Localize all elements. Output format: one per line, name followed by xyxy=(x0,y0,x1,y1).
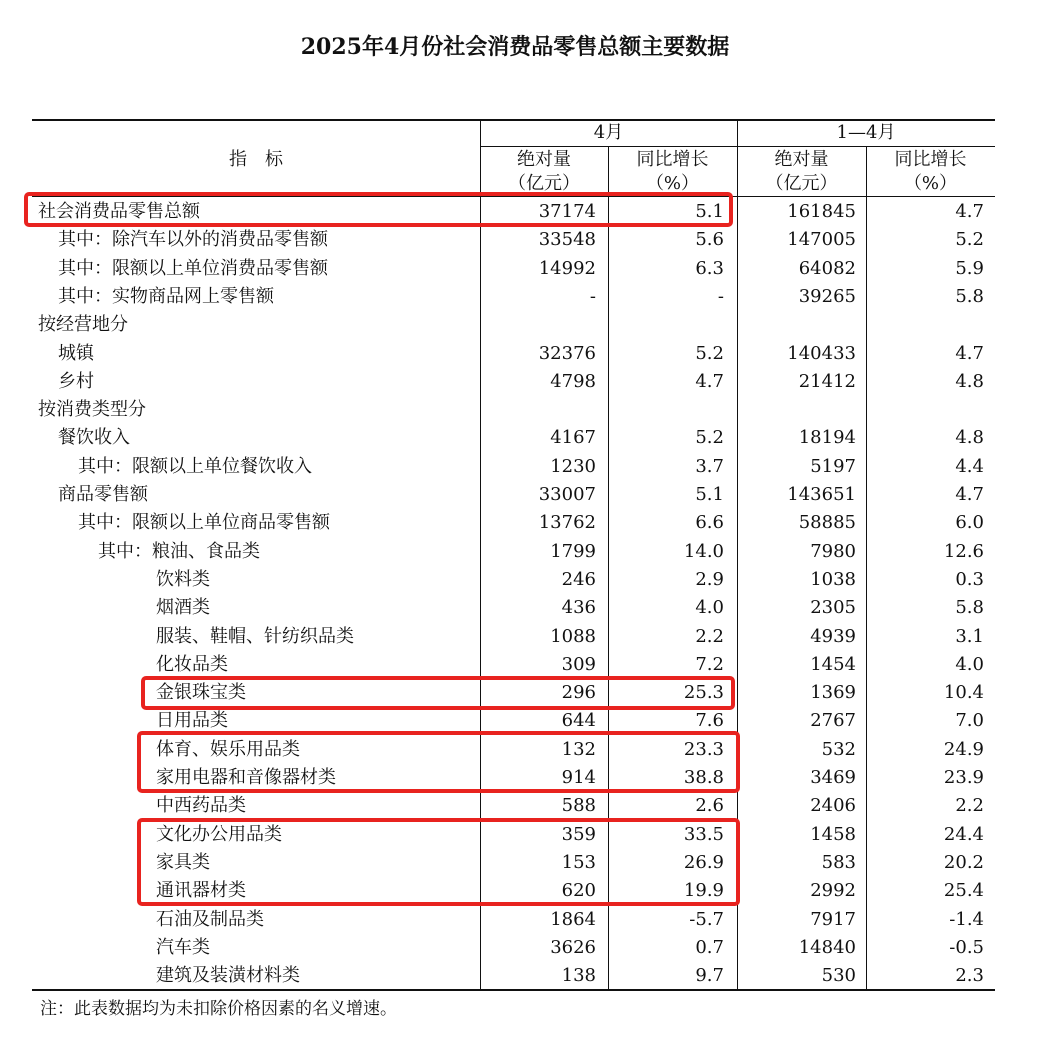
row-value-1: 1088 xyxy=(550,625,596,647)
row-value-2: 38.8 xyxy=(683,767,724,788)
period-jan-apr-header: 1—4月 xyxy=(836,122,896,143)
row-label: 石油及制品类 xyxy=(156,908,264,930)
row-value-1: 359 xyxy=(561,823,596,845)
row-label: 建筑及装潢材料类 xyxy=(156,965,300,987)
row-value-2: 9.7 xyxy=(695,965,724,987)
row-label: 金银珠宝类 xyxy=(156,682,246,704)
row-value-2: 23.3 xyxy=(683,738,724,760)
row-value-3: 1038 xyxy=(810,568,856,590)
row-value-3: 3469 xyxy=(810,767,856,788)
table-row xyxy=(32,538,994,566)
row-value-1: 588 xyxy=(561,795,596,817)
row-value-4: 5.8 xyxy=(955,285,984,307)
row-value-4: 6.0 xyxy=(955,512,984,534)
row-value-1: 14992 xyxy=(538,257,596,279)
row-label: 饮料类 xyxy=(156,568,210,590)
row-label: 通讯器材类 xyxy=(156,880,246,902)
row-value-2: 5.1 xyxy=(695,484,724,505)
row-value-2: 2.2 xyxy=(695,625,724,647)
yoy-label: 同比增长 xyxy=(636,149,709,170)
row-label: 其中：实物商品网上零售额 xyxy=(58,285,274,307)
row-value-1: 33007 xyxy=(538,484,596,505)
yoy-unit: （%） xyxy=(645,173,700,194)
row-value-1: 153 xyxy=(561,851,596,873)
row-value-2: 19.9 xyxy=(683,880,724,902)
table-row xyxy=(32,481,994,509)
yoy-header xyxy=(608,148,737,196)
row-value-4: 4.7 xyxy=(955,201,984,222)
row-label: 日用品类 xyxy=(156,710,228,732)
row-value-1: 33548 xyxy=(538,229,596,251)
row-value-2: 3.7 xyxy=(695,455,724,477)
table-row xyxy=(32,566,994,594)
row-value-3: 583 xyxy=(821,851,856,873)
row-label: 汽车类 xyxy=(156,936,210,958)
row-value-3: 7980 xyxy=(810,540,856,562)
row-value-3: 2992 xyxy=(810,880,856,902)
row-value-3: 530 xyxy=(821,965,856,987)
row-value-4: -1.4 xyxy=(949,908,984,930)
row-label: 体育、娱乐用品类 xyxy=(156,738,300,760)
row-value-1: 4167 xyxy=(550,427,596,449)
row-value-2: 33.5 xyxy=(683,823,724,845)
table-row xyxy=(32,934,994,962)
row-value-3: 1458 xyxy=(810,823,856,845)
row-value-1: 620 xyxy=(561,880,596,902)
row-value-2: 4.7 xyxy=(695,370,724,392)
row-value-4: 3.1 xyxy=(955,625,984,647)
row-value-2: 7.6 xyxy=(695,710,724,732)
indicator-header: 指 标 xyxy=(229,149,283,170)
yoy-unit: （%） xyxy=(903,173,958,194)
row-value-1: - xyxy=(589,285,596,307)
abs-header xyxy=(737,148,866,196)
row-label: 烟酒类 xyxy=(156,597,210,619)
row-value-2: 5.6 xyxy=(695,229,724,251)
highlight-box xyxy=(141,676,735,710)
row-value-4: 4.7 xyxy=(955,484,984,505)
row-value-2: 26.9 xyxy=(683,851,724,873)
table-row xyxy=(32,396,994,424)
row-value-1: 246 xyxy=(561,568,596,590)
row-value-3: 147005 xyxy=(787,229,856,251)
row-label: 其中：粮油、食品类 xyxy=(98,540,260,562)
row-value-1: 296 xyxy=(561,682,596,704)
table-row xyxy=(32,424,994,452)
row-value-4: 0.3 xyxy=(955,568,984,590)
row-value-3: 143651 xyxy=(787,484,856,505)
row-value-2: 6.3 xyxy=(695,257,724,279)
row-value-4: 4.4 xyxy=(955,455,984,477)
abs-label: 绝对量 xyxy=(517,149,571,170)
row-value-1: 309 xyxy=(561,653,596,675)
row-value-4: 4.8 xyxy=(955,370,984,392)
row-value-1: 32376 xyxy=(538,342,596,364)
row-value-4: 7.0 xyxy=(955,710,984,732)
yoy-header xyxy=(866,148,995,196)
abs-unit: （亿元） xyxy=(765,173,838,194)
row-label: 文化办公用品类 xyxy=(156,823,282,845)
row-value-3: 58885 xyxy=(798,512,856,534)
abs-unit: （亿元） xyxy=(508,173,580,194)
row-value-4: 25.4 xyxy=(943,880,984,902)
row-value-2: 0.7 xyxy=(695,936,724,958)
row-value-3: 1454 xyxy=(810,653,856,675)
page-title: 2025年4月份社会消费品零售总额主要数据 xyxy=(300,34,730,60)
row-value-3: 1369 xyxy=(810,682,856,704)
row-value-1: 644 xyxy=(561,710,596,732)
row-value-1: 1230 xyxy=(550,455,596,477)
row-value-4: 2.3 xyxy=(955,965,984,987)
row-value-2: - xyxy=(717,285,724,307)
row-value-3: 4939 xyxy=(810,625,856,647)
row-value-1: 37174 xyxy=(538,201,596,222)
table-row xyxy=(32,453,994,481)
row-value-1: 3626 xyxy=(550,936,596,958)
row-value-2: 5.2 xyxy=(695,427,724,449)
row-value-2: 25.3 xyxy=(683,682,724,704)
row-value-4: 5.9 xyxy=(955,257,984,279)
row-value-3: 161845 xyxy=(787,201,856,222)
row-label: 服装、鞋帽、针纺织品类 xyxy=(156,625,354,647)
row-label: 按消费类型分 xyxy=(38,399,146,421)
row-value-2: 14.0 xyxy=(683,540,724,562)
row-value-2: 7.2 xyxy=(695,653,724,675)
abs-header xyxy=(480,148,608,196)
row-value-4: 4.0 xyxy=(955,653,984,675)
row-label: 其中：除汽车以外的消费品零售额 xyxy=(58,229,328,251)
row-label: 商品零售额 xyxy=(58,484,148,505)
row-value-1: 914 xyxy=(561,767,596,788)
yoy-label: 同比增长 xyxy=(894,149,967,170)
row-value-4: 2.2 xyxy=(955,795,984,817)
row-value-3: 2406 xyxy=(810,795,856,817)
row-value-4: 4.7 xyxy=(955,342,984,364)
table-row xyxy=(32,340,994,368)
table-row xyxy=(32,651,994,679)
row-value-4: 12.6 xyxy=(943,540,984,562)
row-value-1: 138 xyxy=(561,965,596,987)
row-value-3: 39265 xyxy=(798,285,856,307)
row-value-4: 10.4 xyxy=(943,682,984,704)
row-value-3: 2767 xyxy=(810,710,856,732)
row-label: 城镇 xyxy=(58,342,94,364)
highlight-box xyxy=(137,818,740,906)
table-row xyxy=(32,283,994,311)
row-label: 家用电器和音像器材类 xyxy=(156,767,336,788)
table-row xyxy=(32,509,994,537)
row-label: 社会消费品零售总额 xyxy=(38,201,200,222)
row-value-3: 64082 xyxy=(798,257,856,279)
table-row xyxy=(32,311,994,339)
row-value-3: 21412 xyxy=(798,370,856,392)
row-value-3: 532 xyxy=(821,738,856,760)
row-label: 中西药品类 xyxy=(156,795,246,817)
row-value-4: 4.8 xyxy=(955,427,984,449)
row-value-3: 140433 xyxy=(787,342,856,364)
row-value-1: 1864 xyxy=(550,908,596,930)
row-value-2: 4.0 xyxy=(695,597,724,619)
row-label: 其中：限额以上单位消费品零售额 xyxy=(58,257,328,279)
table-row xyxy=(32,594,994,622)
row-label: 按经营地分 xyxy=(38,314,128,336)
row-value-4: -0.5 xyxy=(949,936,984,958)
table-row xyxy=(32,792,994,820)
highlight-box xyxy=(137,731,740,793)
row-label: 其中：限额以上单位商品零售额 xyxy=(78,512,330,534)
row-value-3: 18194 xyxy=(798,427,856,449)
period-april-header: 4月 xyxy=(593,122,624,143)
row-value-4: 24.9 xyxy=(943,738,984,760)
row-value-3: 2305 xyxy=(810,597,856,619)
row-value-4: 5.2 xyxy=(955,229,984,251)
row-label: 家具类 xyxy=(156,851,210,873)
row-value-3: 7917 xyxy=(810,908,856,930)
row-label: 餐饮收入 xyxy=(58,427,130,449)
row-value-1: 4798 xyxy=(550,370,596,392)
highlight-box xyxy=(24,192,733,227)
row-value-3: 5197 xyxy=(810,455,856,477)
row-value-1: 1799 xyxy=(550,540,596,562)
table-row xyxy=(32,906,994,934)
table-row xyxy=(32,623,994,651)
row-value-2: 2.9 xyxy=(695,568,724,590)
row-value-3: 14840 xyxy=(798,936,856,958)
row-value-4: 5.8 xyxy=(955,597,984,619)
row-value-2: 2.6 xyxy=(695,795,724,817)
row-value-2: 6.6 xyxy=(695,512,724,534)
table-row xyxy=(32,226,994,254)
table-row xyxy=(32,962,994,990)
row-value-2: 5.1 xyxy=(695,201,724,222)
table-row xyxy=(32,368,994,396)
row-value-1: 13762 xyxy=(538,512,596,534)
table-row xyxy=(32,255,994,283)
row-value-1: 132 xyxy=(561,738,596,760)
row-value-4: 24.4 xyxy=(943,823,984,845)
row-value-2: -5.7 xyxy=(689,908,724,930)
row-value-4: 20.2 xyxy=(943,851,984,873)
row-value-1: 436 xyxy=(561,597,596,619)
row-label: 化妆品类 xyxy=(156,653,228,675)
row-label: 乡村 xyxy=(58,370,94,392)
row-value-4: 23.9 xyxy=(943,767,984,788)
abs-label: 绝对量 xyxy=(774,149,829,170)
row-label: 其中：限额以上单位餐饮收入 xyxy=(78,455,312,477)
row-value-2: 5.2 xyxy=(695,342,724,364)
table-footnote: 注：此表数据均为未扣除价格因素的名义增速。 xyxy=(40,999,397,1019)
